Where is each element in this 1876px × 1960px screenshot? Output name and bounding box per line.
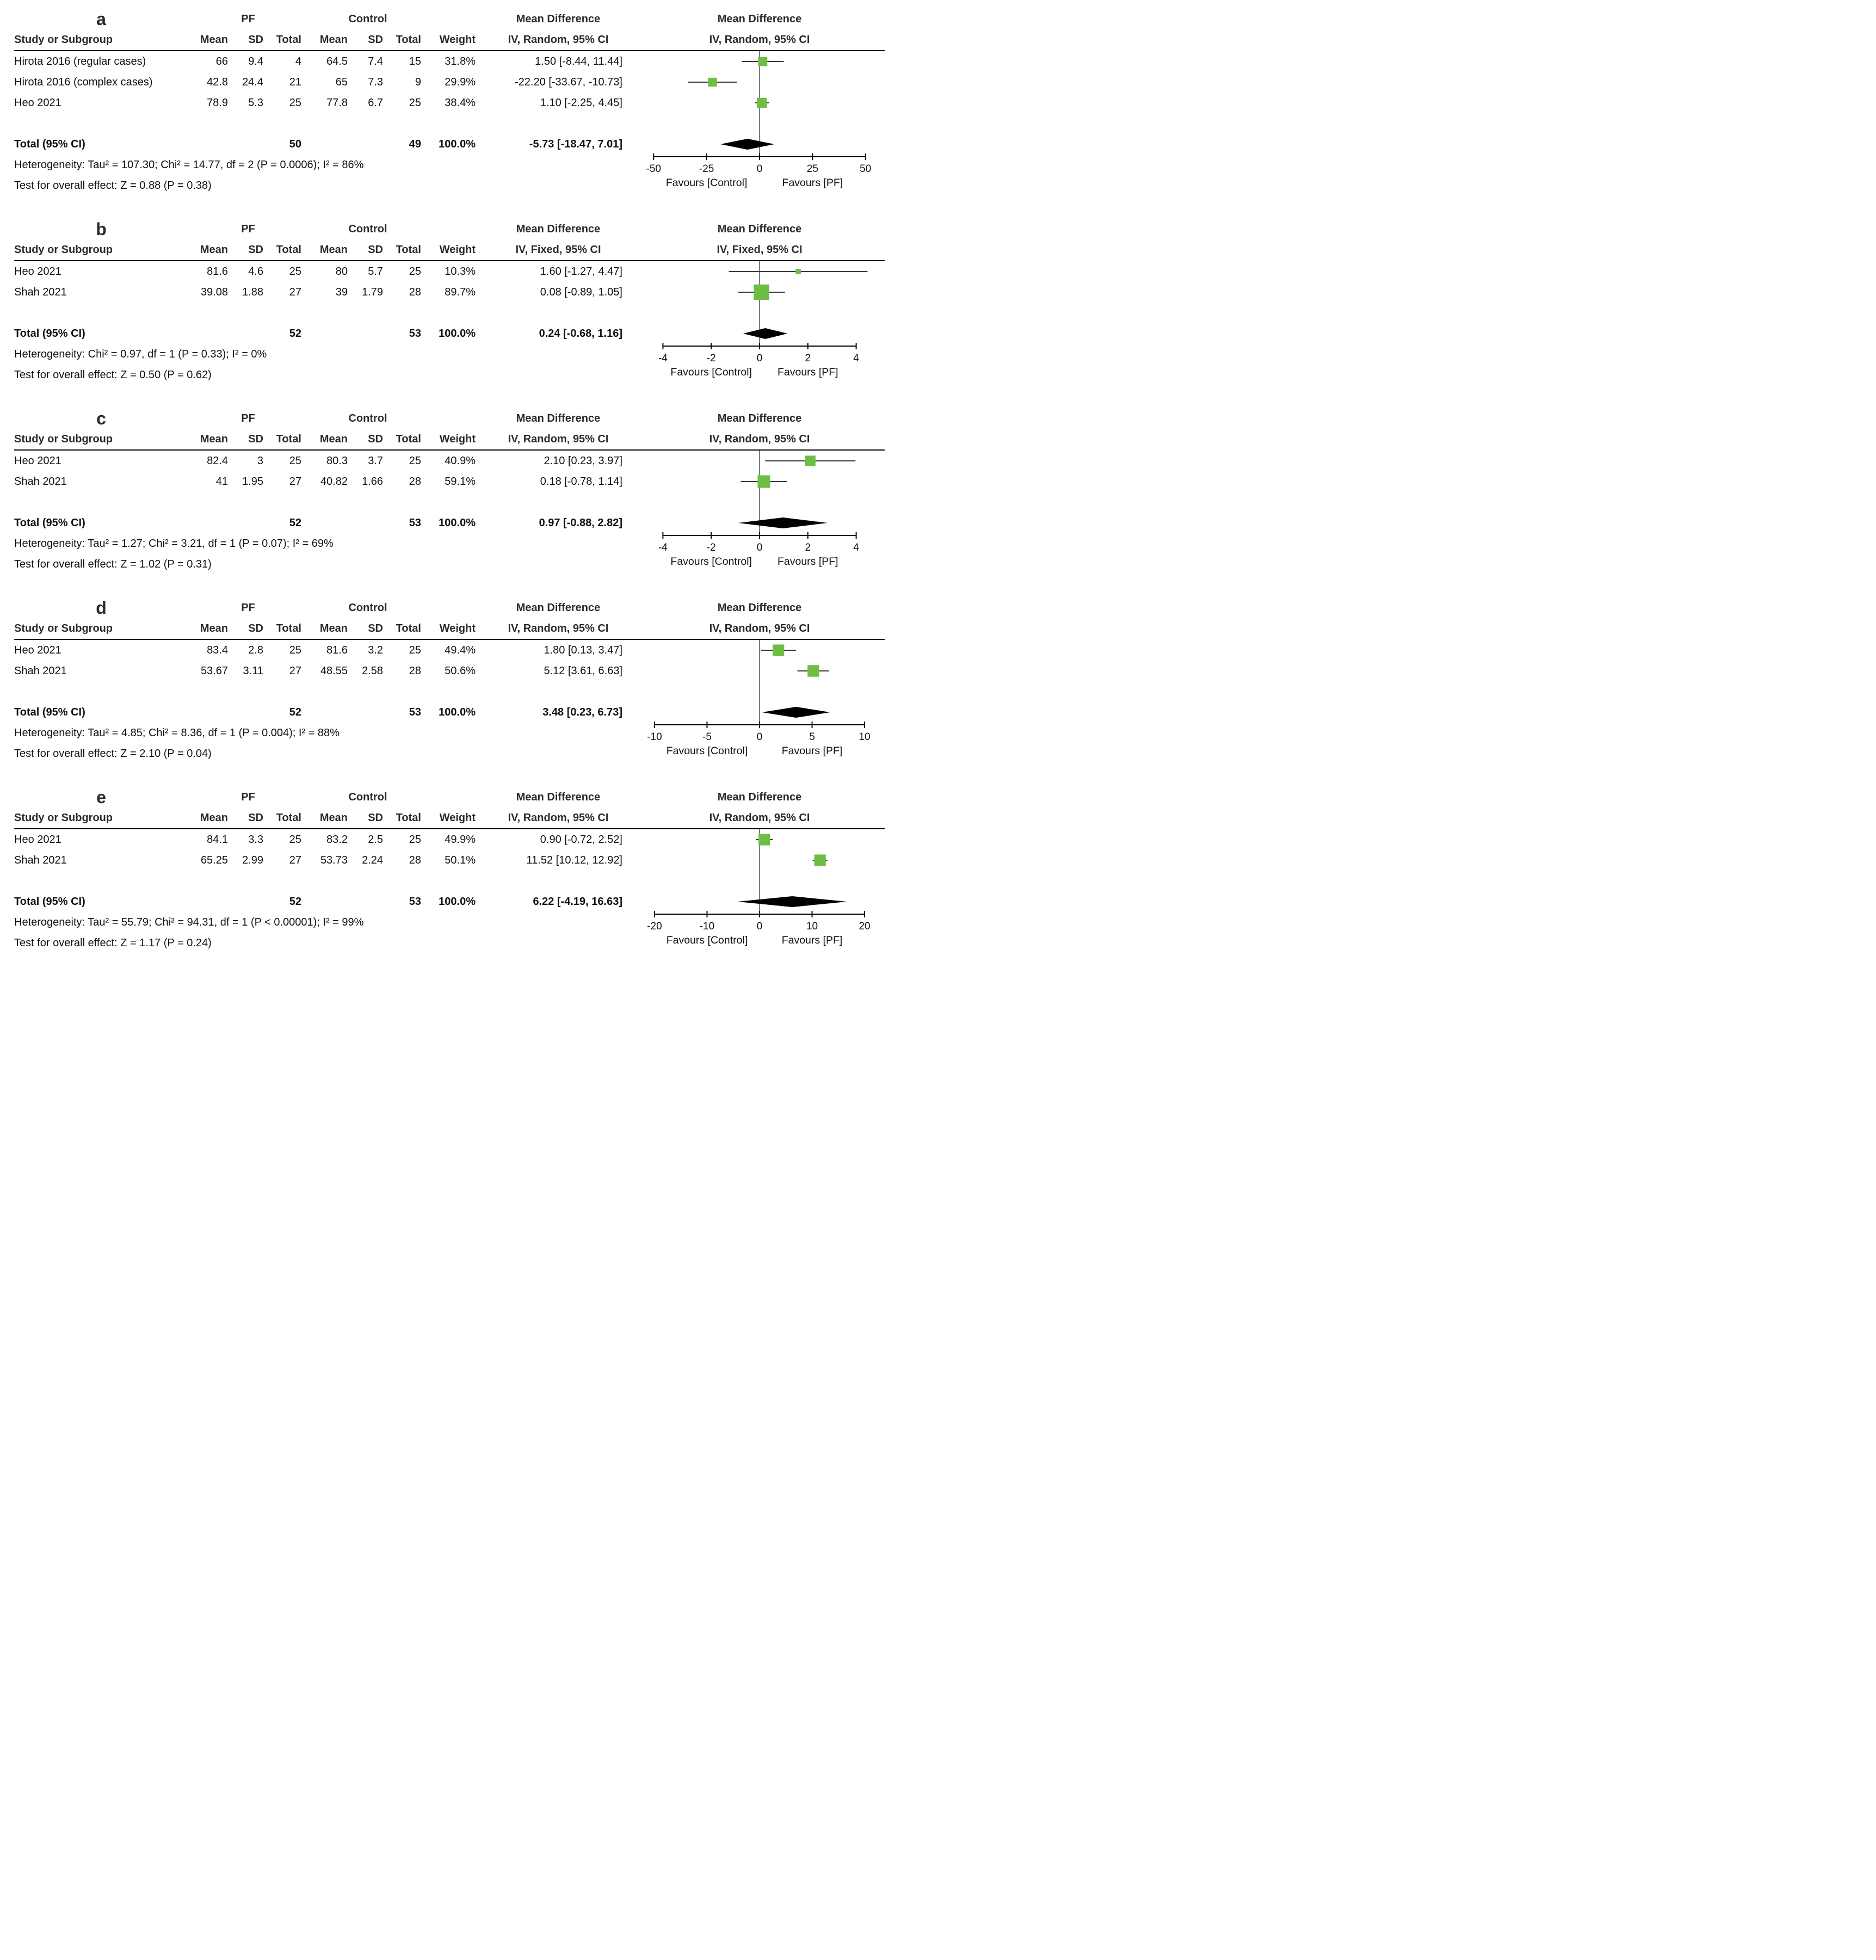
pf-mean: 81.6	[207, 266, 228, 278]
plot-effect-header: Mean Difference	[717, 602, 802, 614]
heterogeneity-text: Heterogeneity: Chi² = 0.97, df = 1 (P = 0.33); I² = 0%	[14, 348, 267, 360]
total-weight: 100.0%	[439, 706, 476, 718]
pf-sd: 5.3	[248, 97, 263, 109]
pf-total: 27	[289, 854, 301, 866]
control-mean: 64.5	[326, 56, 348, 67]
study-ci-text: 0.08 [-0.89, 1.05]	[540, 286, 622, 298]
total-control-n: 49	[409, 138, 421, 150]
study-name: Heo 2021	[14, 455, 61, 467]
plot-effect-header: Mean Difference	[717, 223, 802, 235]
forest-plot-figure	[14, 9, 928, 953]
total-ci-text: 3.48 [0.23, 6.73]	[542, 706, 622, 718]
total-weight: 100.0%	[439, 138, 476, 150]
favours-right-label: Favours [PF]	[777, 366, 838, 378]
axis-tick-label: 50	[860, 163, 872, 175]
column-header: SD	[234, 429, 270, 450]
plot-effect-header: Mean Difference	[717, 412, 802, 424]
study-ci-text: 0.90 [-0.72, 2.52]	[540, 834, 622, 846]
column-header: IV, Random, 95% CI	[482, 29, 634, 51]
total-diamond	[738, 896, 847, 907]
control-total: 15	[409, 56, 421, 67]
column-header-row	[14, 808, 885, 829]
column-header: SD	[234, 239, 270, 261]
empty-cell	[428, 787, 482, 808]
overall-effect-text: Test for overall effect: Z = 1.17 (P = 0.24)	[14, 937, 212, 949]
forest-panel-c	[14, 408, 885, 575]
total-ci-text: -5.73 [-18.47, 7.01]	[529, 138, 622, 150]
effect-header: Mean Difference	[516, 223, 601, 235]
effect-square	[773, 644, 784, 656]
axis-tick-label: 5	[809, 731, 815, 743]
total-weight: 100.0%	[439, 896, 476, 908]
effect-square	[754, 285, 769, 300]
total-weight: 100.0%	[439, 517, 476, 529]
pf-mean: 83.4	[207, 644, 228, 656]
plot-model-header: IV, Random, 95% CI	[634, 618, 885, 639]
axis-tick-label: 0	[756, 542, 763, 553]
effect-square	[807, 665, 819, 676]
total-diamond	[762, 707, 830, 718]
axis-tick-label: -2	[706, 542, 716, 553]
forest-plot-cell	[634, 450, 885, 575]
total-ci-text: 0.97 [-0.88, 2.82]	[539, 517, 622, 529]
plot-model-header: IV, Random, 95% CI	[634, 29, 885, 51]
column-header: Total	[270, 239, 308, 261]
favours-left-label: Favours [Control]	[670, 556, 752, 568]
control-total: 25	[409, 266, 421, 278]
study-name: Heo 2021	[14, 266, 61, 278]
total-pf-n: 52	[289, 706, 301, 718]
study-ci-text: 0.18 [-0.78, 1.14]	[540, 476, 622, 488]
forest-plot-cell	[634, 51, 885, 196]
axis-tick-label: 10	[806, 921, 818, 932]
total-control-n: 53	[409, 328, 421, 340]
column-header: SD	[354, 618, 390, 639]
control-total: 28	[409, 665, 421, 677]
column-header: IV, Random, 95% CI	[482, 618, 634, 639]
group-header-row	[14, 787, 885, 808]
plot-model-header: IV, Random, 95% CI	[634, 808, 885, 829]
favours-right-label: Favours [PF]	[782, 177, 843, 189]
pf-mean: 84.1	[207, 834, 228, 846]
group-header-control: Control	[348, 13, 387, 25]
effect-square	[758, 834, 770, 845]
effect-square	[758, 57, 767, 66]
column-header: Weight	[428, 239, 482, 261]
pf-mean: 53.67	[200, 665, 228, 677]
study-row	[14, 829, 885, 850]
control-sd: 5.7	[368, 266, 383, 278]
effect-square	[805, 455, 816, 466]
forest-panel-a	[14, 9, 885, 196]
total-label: Total (95% CI)	[14, 517, 85, 529]
forest-plot	[634, 451, 885, 575]
column-header: Study or Subgroup	[14, 808, 188, 829]
column-header: Total	[390, 239, 428, 261]
control-sd: 7.3	[368, 76, 383, 88]
forest-plot	[634, 51, 885, 196]
forest-panel-e	[14, 787, 885, 953]
column-header: Study or Subgroup	[14, 29, 188, 51]
effect-square	[757, 98, 767, 108]
favours-right-label: Favours [PF]	[781, 934, 843, 946]
group-header-row	[14, 597, 885, 618]
panel-letter: d	[96, 598, 107, 618]
column-header: Mean	[308, 618, 354, 639]
group-header-row	[14, 219, 885, 239]
study-weight: 40.9%	[445, 455, 476, 467]
total-diamond	[738, 517, 828, 528]
heterogeneity-text: Heterogeneity: Tau² = 1.27; Chi² = 3.21, df = 1 (P = 0.07); I² = 69%	[14, 538, 334, 550]
column-header: Total	[270, 429, 308, 450]
overall-effect-text: Test for overall effect: Z = 2.10 (P = 0.04)	[14, 748, 212, 760]
pf-total: 27	[289, 286, 301, 298]
column-header: Mean	[308, 808, 354, 829]
study-name: Shah 2021	[14, 476, 67, 488]
control-total: 25	[409, 455, 421, 467]
panel-letter: a	[96, 9, 106, 29]
study-name: Shah 2021	[14, 854, 67, 866]
plot-effect-header: Mean Difference	[717, 791, 802, 803]
control-mean: 81.6	[326, 644, 348, 656]
column-header-row	[14, 429, 885, 450]
study-row	[14, 450, 885, 471]
control-total: 25	[409, 644, 421, 656]
pf-total: 4	[295, 56, 301, 67]
axis-tick-label: 0	[756, 163, 763, 175]
study-ci-text: 1.60 [-1.27, 4.47]	[540, 266, 622, 278]
study-name: Shah 2021	[14, 665, 67, 677]
column-header: SD	[354, 29, 390, 51]
study-weight: 49.9%	[445, 834, 476, 846]
control-sd: 2.58	[362, 665, 383, 677]
panel-letter: c	[96, 409, 106, 428]
column-header: Study or Subgroup	[14, 429, 188, 450]
control-sd: 7.4	[368, 56, 383, 67]
favours-right-label: Favours [PF]	[777, 556, 838, 568]
axis-tick-label: -50	[646, 163, 661, 175]
axis-tick-label: -10	[699, 921, 715, 932]
pf-sd: 1.95	[242, 476, 263, 488]
total-pf-n: 52	[289, 896, 301, 908]
column-header: SD	[234, 29, 270, 51]
column-header: Mean	[188, 29, 234, 51]
favours-left-label: Favours [Control]	[665, 177, 748, 189]
axis-tick-label: 25	[806, 163, 818, 175]
study-weight: 10.3%	[445, 266, 476, 278]
axis-tick-label: 2	[805, 353, 811, 364]
column-header: Weight	[428, 429, 482, 450]
column-header: IV, Fixed, 95% CI	[482, 239, 634, 261]
group-header-row	[14, 408, 885, 429]
group-header-control: Control	[348, 602, 387, 614]
control-total: 25	[409, 97, 421, 109]
empty-cell	[428, 408, 482, 429]
study-name: Heo 2021	[14, 97, 61, 109]
total-control-n: 53	[409, 517, 421, 529]
forest-panel-d	[14, 597, 885, 764]
study-weight: 49.4%	[445, 644, 476, 656]
pf-sd: 2.99	[242, 854, 263, 866]
axis-tick-label: -20	[647, 921, 662, 932]
axis-tick-label: 0	[756, 731, 763, 743]
empty-cell	[428, 9, 482, 29]
column-header: Mean	[188, 239, 234, 261]
column-header: SD	[234, 808, 270, 829]
study-name: Hirota 2016 (regular cases)	[14, 56, 146, 67]
group-header-pf: PF	[241, 412, 255, 424]
group-header-pf: PF	[241, 13, 255, 25]
control-mean: 39	[335, 286, 348, 298]
effect-header: Mean Difference	[516, 412, 601, 424]
column-header: Mean	[188, 808, 234, 829]
total-label: Total (95% CI)	[14, 138, 85, 150]
pf-total: 27	[289, 665, 301, 677]
control-sd: 1.79	[362, 286, 383, 298]
column-header: Mean	[188, 429, 234, 450]
pf-total: 25	[289, 266, 301, 278]
total-diamond	[720, 139, 774, 150]
control-mean: 40.82	[320, 476, 348, 488]
group-header-pf: PF	[241, 223, 255, 235]
panel-letter: b	[96, 219, 107, 239]
study-weight: 59.1%	[445, 476, 476, 488]
study-ci-text: 1.50 [-8.44, 11.44]	[535, 56, 622, 67]
study-ci-text: -22.20 [-33.67, -10.73]	[515, 76, 622, 88]
pf-sd: 1.88	[242, 286, 263, 298]
study-weight: 50.6%	[445, 665, 476, 677]
column-header: IV, Random, 95% CI	[482, 808, 634, 829]
group-header-pf: PF	[241, 602, 255, 614]
pf-mean: 41	[215, 476, 228, 488]
total-control-n: 53	[409, 706, 421, 718]
total-pf-n: 50	[289, 138, 301, 150]
study-name: Hirota 2016 (complex cases)	[14, 76, 153, 88]
column-header-row	[14, 29, 885, 51]
study-name: Shah 2021	[14, 286, 67, 298]
control-mean: 77.8	[326, 97, 348, 109]
axis-tick-label: 0	[756, 921, 763, 932]
study-weight: 50.1%	[445, 854, 476, 866]
column-header: Total	[270, 808, 308, 829]
control-total: 28	[409, 286, 421, 298]
control-sd: 2.24	[362, 854, 383, 866]
pf-mean: 66	[215, 56, 228, 67]
overall-effect-text: Test for overall effect: Z = 1.02 (P = 0.31)	[14, 558, 212, 570]
axis-tick-label: -25	[699, 163, 714, 175]
column-header: Total	[390, 429, 428, 450]
study-weight: 89.7%	[445, 286, 476, 298]
pf-sd: 3.11	[243, 665, 263, 677]
favours-right-label: Favours [PF]	[781, 745, 843, 757]
axis-tick-label: -2	[706, 353, 716, 364]
column-header: SD	[354, 239, 390, 261]
column-header: Total	[270, 29, 308, 51]
column-header: Total	[390, 29, 428, 51]
study-weight: 29.9%	[445, 76, 476, 88]
forest-plot	[634, 829, 885, 953]
column-header-row	[14, 239, 885, 261]
total-ci-text: 6.22 [-4.19, 16.63]	[533, 896, 622, 908]
study-row	[14, 261, 885, 282]
plot-effect-header: Mean Difference	[717, 13, 802, 25]
heterogeneity-text: Heterogeneity: Tau² = 4.85; Chi² = 8.36, df = 1 (P = 0.004); I² = 88%	[14, 727, 340, 739]
total-pf-n: 52	[289, 328, 301, 340]
total-pf-n: 52	[289, 517, 301, 529]
total-label: Total (95% CI)	[14, 896, 85, 908]
effect-header: Mean Difference	[516, 791, 601, 803]
control-sd: 3.2	[368, 644, 383, 656]
group-header-control: Control	[348, 791, 387, 803]
forest-panel-b	[14, 219, 885, 385]
study-ci-text: 11.52 [10.12, 12.92]	[526, 854, 622, 866]
total-control-n: 53	[409, 896, 421, 908]
pf-mean: 65.25	[200, 854, 228, 866]
control-mean: 80	[335, 266, 348, 278]
plot-model-header: IV, Random, 95% CI	[634, 429, 885, 450]
heterogeneity-text: Heterogeneity: Tau² = 107.30; Chi² = 14.77, df = 2 (P = 0.0006); I² = 86%	[14, 159, 364, 171]
pf-total: 25	[289, 834, 301, 846]
overall-effect-text: Test for overall effect: Z = 0.88 (P = 0.38)	[14, 180, 212, 192]
effect-header: Mean Difference	[516, 602, 601, 614]
panel-letter: e	[96, 787, 106, 807]
column-header: Weight	[428, 29, 482, 51]
study-ci-text: 2.10 [0.23, 3.97]	[544, 455, 622, 467]
axis-tick-label: -10	[647, 731, 662, 743]
pf-total: 25	[289, 644, 301, 656]
total-diamond	[743, 328, 788, 339]
column-header: SD	[234, 618, 270, 639]
column-header: SD	[354, 808, 390, 829]
pf-sd: 3.3	[248, 834, 263, 846]
column-header: Total	[390, 618, 428, 639]
study-ci-text: 1.80 [0.13, 3.47]	[544, 644, 622, 656]
column-header: Total	[270, 618, 308, 639]
group-header-pf: PF	[241, 791, 255, 803]
control-mean: 80.3	[326, 455, 348, 467]
axis-tick-label: -4	[658, 353, 668, 364]
study-ci-text: 5.12 [3.61, 6.63]	[544, 665, 622, 677]
control-total: 28	[409, 854, 421, 866]
empty-cell	[428, 219, 482, 239]
effect-square	[757, 475, 770, 488]
group-header-control: Control	[348, 412, 387, 424]
pf-sd: 24.4	[242, 76, 263, 88]
pf-mean: 82.4	[207, 455, 228, 467]
column-header-row	[14, 618, 885, 639]
control-sd: 3.7	[368, 455, 383, 467]
control-total: 28	[409, 476, 421, 488]
forest-plot-cell	[634, 639, 885, 764]
axis-tick-label: 4	[853, 542, 859, 553]
favours-left-label: Favours [Control]	[666, 934, 748, 946]
column-header: Mean	[188, 618, 234, 639]
pf-total: 21	[289, 76, 301, 88]
column-header: SD	[354, 429, 390, 450]
group-header-row	[14, 9, 885, 29]
plot-model-header: IV, Fixed, 95% CI	[634, 239, 885, 261]
pf-total: 27	[289, 476, 301, 488]
favours-left-label: Favours [Control]	[666, 745, 748, 757]
study-row	[14, 639, 885, 661]
column-header: IV, Random, 95% CI	[482, 429, 634, 450]
column-header: Weight	[428, 618, 482, 639]
control-total: 9	[415, 76, 421, 88]
empty-cell	[428, 597, 482, 618]
control-mean: 83.2	[326, 834, 348, 846]
effect-square	[814, 854, 826, 866]
study-weight: 31.8%	[445, 56, 476, 67]
study-name: Heo 2021	[14, 834, 61, 846]
pf-mean: 42.8	[207, 76, 228, 88]
column-header: Mean	[308, 29, 354, 51]
axis-tick-label: -5	[702, 731, 712, 743]
axis-tick-label: -4	[658, 542, 668, 553]
axis-tick-label: 20	[859, 921, 871, 932]
control-mean: 53.73	[320, 854, 348, 866]
axis-tick-label: 10	[859, 731, 871, 743]
pf-sd: 2.8	[248, 644, 263, 656]
control-sd: 6.7	[368, 97, 383, 109]
total-ci-text: 0.24 [-0.68, 1.16]	[539, 328, 622, 340]
column-header: Mean	[308, 429, 354, 450]
forest-plot-cell	[634, 829, 885, 953]
study-name: Heo 2021	[14, 644, 61, 656]
control-total: 25	[409, 834, 421, 846]
heterogeneity-text: Heterogeneity: Tau² = 55.79; Chi² = 94.31, df = 1 (P < 0.00001); I² = 99%	[14, 916, 364, 928]
forest-plot	[634, 261, 885, 385]
forest-plot-cell	[634, 261, 885, 385]
column-header: Study or Subgroup	[14, 239, 188, 261]
control-sd: 1.66	[362, 476, 383, 488]
axis-tick-label: 4	[853, 353, 859, 364]
column-header: Mean	[308, 239, 354, 261]
effect-square	[708, 78, 717, 87]
control-sd: 2.5	[368, 834, 383, 846]
total-label: Total (95% CI)	[14, 706, 85, 718]
column-header: Study or Subgroup	[14, 618, 188, 639]
overall-effect-text: Test for overall effect: Z = 0.50 (P = 0.62)	[14, 369, 212, 381]
study-row	[14, 51, 885, 72]
pf-mean: 78.9	[207, 97, 228, 109]
column-header: Weight	[428, 808, 482, 829]
control-mean: 48.55	[320, 665, 348, 677]
study-ci-text: 1.10 [-2.25, 4.45]	[540, 97, 622, 109]
effect-square	[795, 269, 801, 274]
pf-sd: 4.6	[248, 266, 263, 278]
study-weight: 38.4%	[445, 97, 476, 109]
total-weight: 100.0%	[439, 328, 476, 340]
forest-plot	[634, 640, 885, 764]
favours-left-label: Favours [Control]	[670, 366, 752, 378]
pf-sd: 3	[257, 455, 263, 467]
pf-total: 25	[289, 455, 301, 467]
total-label: Total (95% CI)	[14, 328, 85, 340]
control-mean: 65	[335, 76, 348, 88]
effect-header: Mean Difference	[516, 13, 601, 25]
pf-mean: 39.08	[200, 286, 228, 298]
axis-tick-label: 2	[805, 542, 811, 553]
column-header: Total	[390, 808, 428, 829]
pf-total: 25	[289, 97, 301, 109]
group-header-control: Control	[348, 223, 387, 235]
pf-sd: 9.4	[248, 56, 263, 67]
axis-tick-label: 0	[756, 353, 763, 364]
